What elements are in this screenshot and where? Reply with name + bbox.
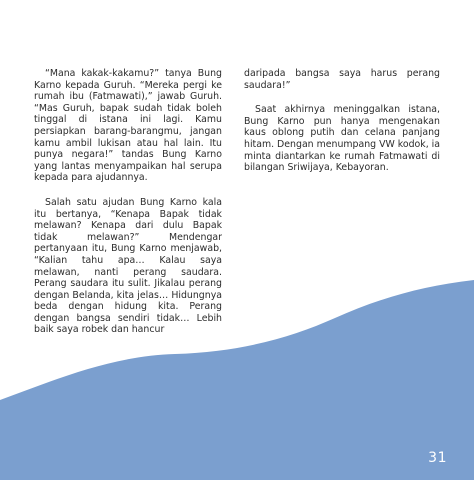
right-text-column	[244, 68, 440, 174]
paragraph-4: Saat akhirnya meninggalkan istana, Bung Karno pun hanya mengenakan kaus oblong putih dan celana panjang hitam. Dengan menumpang VW kodok, ia minta diantarkan ke rumah Fatmawati di bilangan Sriwijaya, Kebayoran.	[244, 104, 441, 174]
page-number: 31	[428, 450, 447, 466]
paragraph-3: daripada bangsa saya harus perang saudara!”	[244, 68, 440, 91]
paragraph-2: Salah satu ajudan Bung Karno kala itu bertanya, “Kenapa Bapak tidak melawan? Kenapa dari dulu Bapak tidak melawan?” Mendengar pertanyaan itu, Bung Karno menjawab, “Kalian tahu apa… Kalau saya melawan, nanti perang saudara. Perang saudara itu sulit. Jikalau perang dengan Belanda, kita jelas… Hidungnya beda dengan hidung kita. Perang dengan bangsa sendiri tidak… Lebih baik saya robek dan hancur	[34, 196, 222, 336]
left-text-column	[34, 68, 222, 336]
paragraph-1: “Mana kakak-kakamu?” tanya Bung Karno kepada Guruh. “Mereka pergi ke rumah ibu (Fatmawati),” jawab Guruh. “Mas Guruh, bapak sudah tidak boleh tinggal di istana ini lagi. Kamu persiapkan barang-barangmu, jangan kamu ambil lukisan atau hal lain. Itu punya negara!” tandas Bung Karno yang lantas menyampaikan hal serupa kepada para ajudannya.	[34, 68, 222, 184]
